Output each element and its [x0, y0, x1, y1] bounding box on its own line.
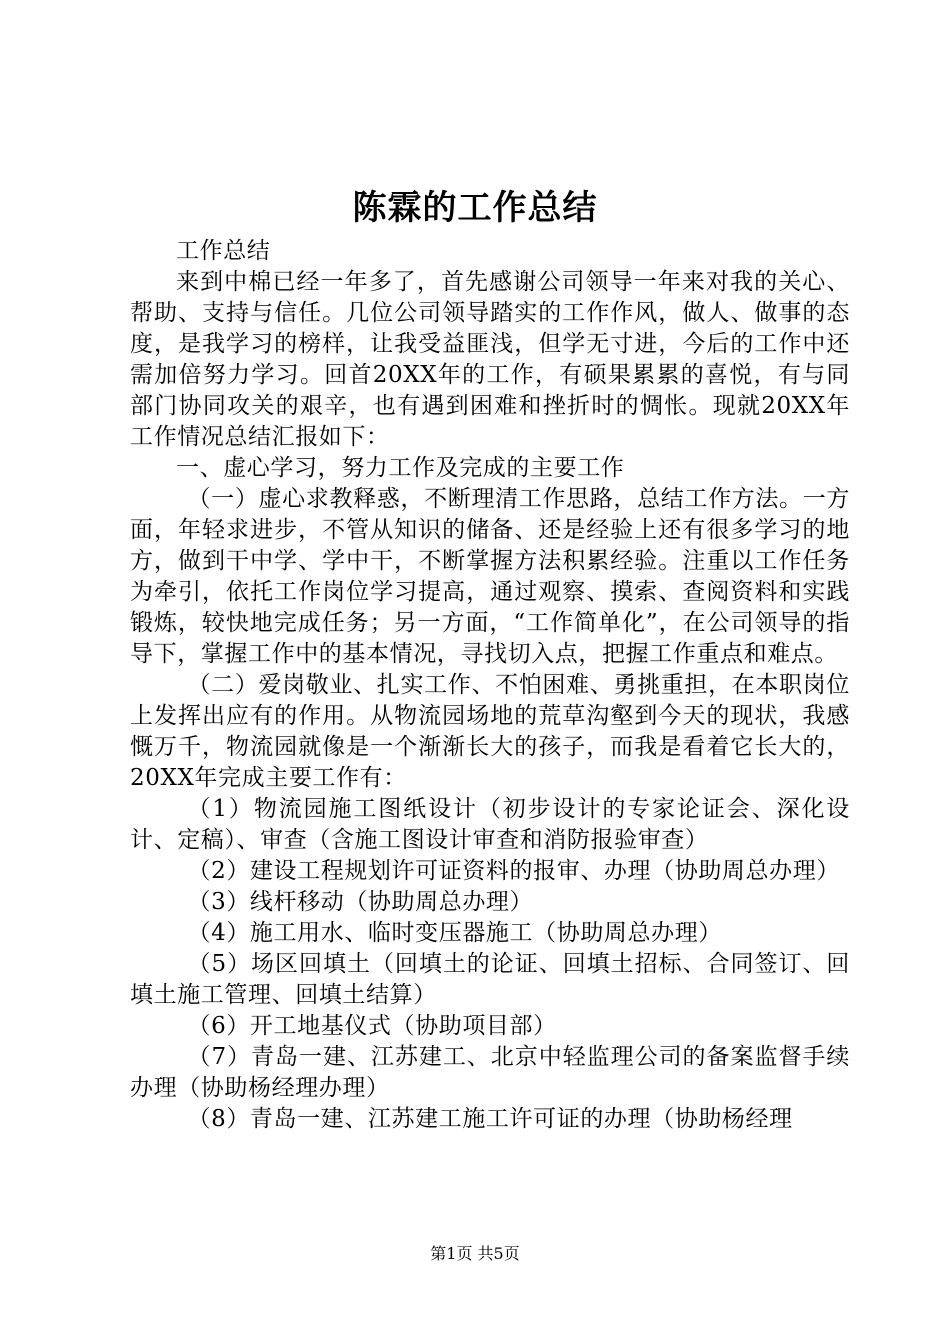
list-item: （6）开工地基仪式（协助项目部）	[187, 1013, 557, 1039]
list-item: （8）青岛一建、江苏建工施工许可证的办理（协助杨经理	[187, 1106, 793, 1132]
list-item: （1）物流园施工图纸设计（初步设计的专家论证会、深化设计、定稿）、审查（含施工图设计审查和消防报验审查）	[130, 796, 850, 853]
list-item: （5）场区回填土（回填土的论证、回填土招标、合同签订、回填土施工管理、回填土结算）	[130, 951, 850, 1008]
paragraph-intro: 来到中棉已经一年多了，首先感谢公司领导一年来对我的关心、帮助、支持与信任。几位公司领导踏实的工作作风，做人、做事的态度，是我学习的榜样，让我受益匪浅，但学无寸进，今后的工作中还需加倍努力学习。回首20XX年的工作，有硕果累累的喜悦，有与同部门协同攻关的艰辛，也有遇到困难和挫折时的惆怅。现就20XX年工作情况总结汇报如下：	[130, 269, 850, 450]
page-number-footer: 第1页 共5页	[430, 1244, 520, 1263]
paragraph-subsection-2: （二）爱岗敬业、扎实工作、不怕困难、勇挑重担，在本职岗位上发挥出应有的作用。从物流园场地的荒草沟壑到今天的现状，我感慨万千，物流园就像是一个渐渐长大的孩子，而我是看着它长大的，20XX年完成主要工作有：	[130, 672, 850, 791]
document-title: 陈霖的工作总结	[352, 188, 598, 228]
document-body	[130, 236, 850, 1135]
section-heading: 一、虚心学习，努力工作及完成的主要工作	[176, 455, 625, 481]
list-item: （4）施工用水、临时变压器施工（协助周总办理）	[187, 920, 722, 946]
list-item: （2）建设工程规划许可证资料的报审、办理（协助周总办理）	[187, 858, 840, 884]
paragraph-heading: 工作总结	[176, 238, 271, 264]
paragraph-subsection-1: （一）虚心求教释惑，不断理清工作思路，总结工作方法。一方面，年轻求进步，不管从知识的储备、还是经验上还有很多学习的地方，做到干中学、学中干，不断掌握方法积累经验。注重以工作任务为牵引，依托工作岗位学习提高，通过观察、摸索、查阅资料和实践锻炼，较快地完成任务；另一方面，“工作简单化”，在公司领导的指导下，掌握工作中的基本情况，寻找切入点，把握工作重点和难点。	[130, 486, 850, 667]
list-item: （3）线杆移动（协助周总办理）	[187, 889, 534, 915]
list-item: （7）青岛一建、江苏建工、北京中轻监理公司的备案监督手续办理（协助杨经理办理）	[130, 1044, 850, 1101]
